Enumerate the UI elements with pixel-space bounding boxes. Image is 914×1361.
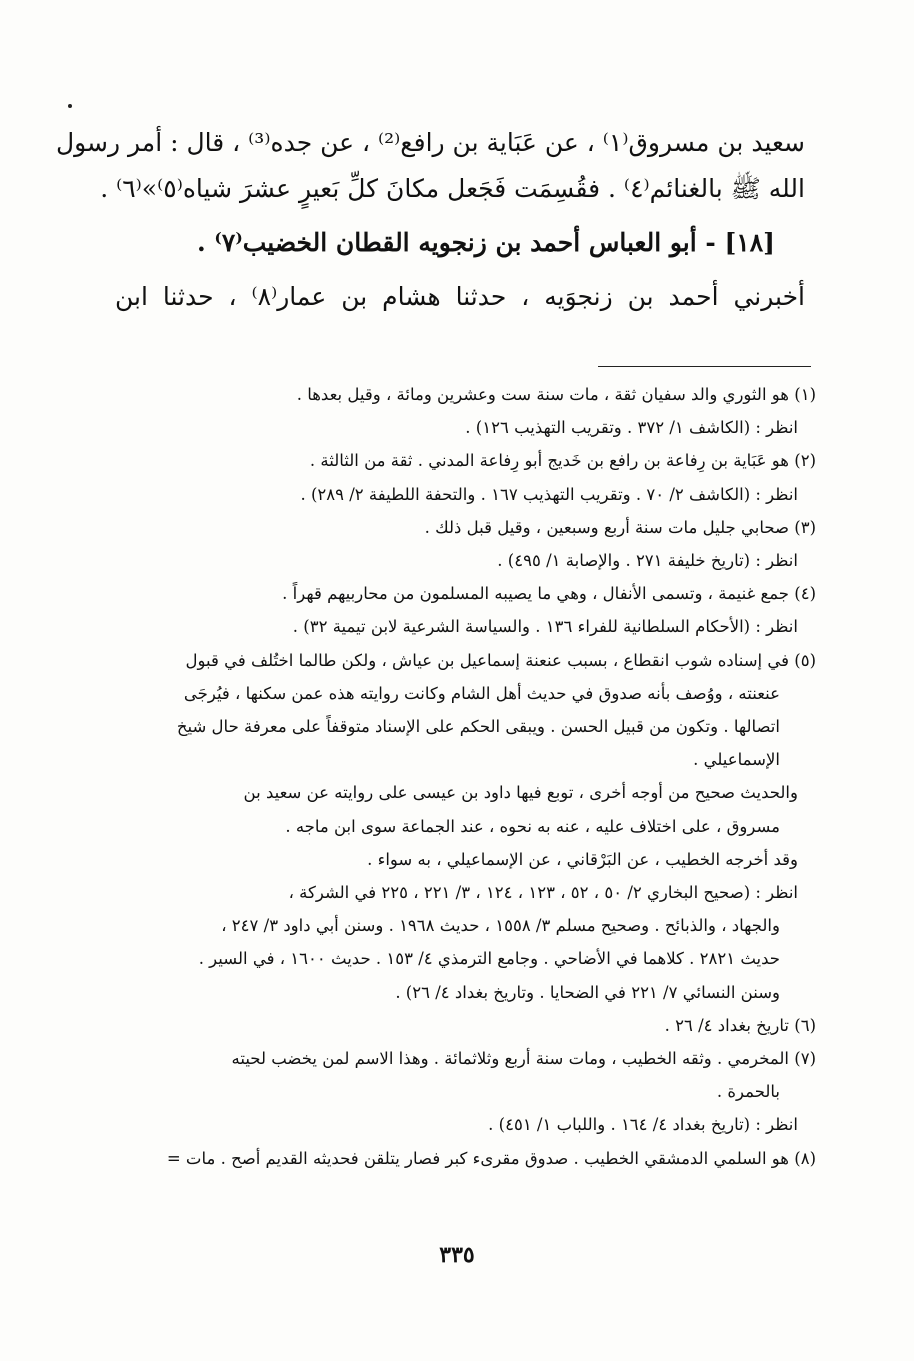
- footnote-line: (٨) هو السلمي الدمشقي الخطيب . صدوق مقرىء كبر فصار يتلقن فحديثه القديم أصح . مات =: [166, 1148, 816, 1168]
- stray-dot-mark: [68, 104, 72, 108]
- narrator-heading: [١٨] - أبو العباس أحمد بن زنجويه القطان الخضيب⁽٧⁾ .: [197, 228, 775, 257]
- footnotes: [100, 378, 816, 1175]
- footnote-line: (٢) هو عَبَاية بن رِفاعة بن رافع بن خَديج أبو رِفاعة المدني . ثقة من الثالثة .: [309, 451, 816, 471]
- footnote-line: والحديث صحيح من أوجه أخرى ، توبع فيها داود بن عيسى على روايته عن سعيد بن: [243, 783, 798, 803]
- footnote-line: وقد أخرجه الخطيب ، عن البَرْقاني ، عن الإسماعيلي ، به سواء .: [367, 849, 798, 869]
- footnote-line: (٦) تاريخ بغداد ٤/ ٢٦ .: [664, 1015, 816, 1035]
- footnote-line: (٤) جمع غنيمة ، وتسمى الأنفال ، وهي ما يصيبه المسلمون من محاربيهم قهراً .: [282, 584, 816, 604]
- footnote-line: بالحمرة .: [716, 1082, 780, 1102]
- footnote-line: الإسماعيلي .: [693, 750, 780, 770]
- footnote: [100, 444, 816, 510]
- footnote: [100, 644, 816, 1009]
- footnote: [100, 378, 816, 444]
- footnote-line: انظر : (صحيح البخاري ٢/ ٥٠ ، ٥٢ ، ١٢٣ ، ١٢٤ ، ٣/ ٢٢١ ، ٢٢٥ في الشركة ،: [288, 883, 798, 903]
- footnote-line: وسنن النسائي ٧/ ٢٢١ في الضحايا . وتاريخ بغداد ٤/ ٢٦) .: [395, 982, 780, 1002]
- footnote-line: (٥) في إسناده شوب انقطاع ، بسبب عنعنة إسماعيل بن عياش ، ولكن طالما اختُلف في قبول: [185, 650, 816, 670]
- footnote-line: (١) هو الثوري والد سفيان ثقة ، مات سنة ست وعشرين ومائة ، وقيل بعدها .: [296, 385, 816, 404]
- main-text-bottom: [115, 274, 805, 320]
- footnote-line: انظر : (الأحكام السلطانية للفراء ١٣٦ . والسياسة الشرعية لابن تيمية ٣٢) .: [292, 617, 798, 637]
- footnote: [100, 1042, 816, 1142]
- footnote-line: مسروق ، على اختلاف عليه ، عنه به نحوه ، عند الجماعة سوى ابن ماجه .: [285, 816, 780, 836]
- footnote: [100, 511, 816, 577]
- footnote-line: انظر : (الكاشف ١/ ٣٧٢ . وتقريب التهذيب ١٢٦) .: [465, 418, 798, 438]
- main-text-line: الله ﷺ بالغنائم⁽٤⁾ . فقُسِمَت فَجَعل مكانَ كلِّ بَعيرٍ عشرَ شياه⁽٥⁾»⁽٦⁾ .: [100, 174, 805, 203]
- footnote-line: انظر : (تاريخ خليفة ٢٧١ . والإصابة ١/ ٤٩٥) .: [497, 551, 798, 571]
- footnote-line: انظر : (الكاشف ٢/ ٧٠ . وتقريب التهذيب ١٦٧ . والتحفة اللطيفة ٢/ ٢٨٩) .: [300, 484, 798, 504]
- footnote: [100, 1009, 816, 1042]
- main-text-top: [55, 120, 805, 212]
- main-text-line: أخبرني أحمد بن زنجوَيه ، حدثنا هشام بن عمار⁽٨⁾ ، حدثنا ابن: [115, 282, 805, 311]
- page-number: ٣٣٥: [439, 1242, 475, 1268]
- footnote-line: (٣) صحابي جليل مات سنة أربع وسبعين ، وقيل قبل ذلك .: [424, 517, 816, 537]
- footnote-line: والجهاد ، والذبائح . وصحيح مسلم ٣/ ١٥٥٨ ، حديث ١٩٦٨ . وسنن أبي داود ٣/ ٢٤٧ ،: [221, 916, 780, 936]
- footnote: [100, 577, 816, 643]
- footnote-line: انظر : (تاريخ بغداد ٤/ ١٦٤ . واللباب ١/ ٤٥١) .: [488, 1115, 798, 1135]
- main-text-line: سعيد بن مسروق⁽١⁾ ، عن عَبَاية بن رافع⁽²⁾ ، عن جده⁽³⁾ ، قال : أمر رسول: [55, 128, 805, 157]
- footnote-separator: [598, 366, 811, 367]
- footnote-line: حديث ٢٨٢١ . كلاهما في الأضاحي . وجامع الترمذي ٤/ ١٥٣ . حديث ١٦٠٠ ، في السير .: [198, 949, 780, 969]
- footnote: [100, 1142, 816, 1175]
- footnote-line: اتصالها . وتكون من قبيل الحسن . ويبقى الحكم على الإسناد متوقفاً على معرفة حال شيخ: [176, 717, 780, 737]
- footnote-line: عنعنته ، ووُصف بأنه صدوق في حديث أهل الشام وكانت روايته هذه عمن سكنها ، فيُرجَى: [183, 683, 780, 703]
- footnote-line: (٧) المخرمي . وثقه الخطيب ، ومات سنة أربع وثلاثمائة . وهذا الاسم لمن يخضب لحيته: [231, 1049, 816, 1069]
